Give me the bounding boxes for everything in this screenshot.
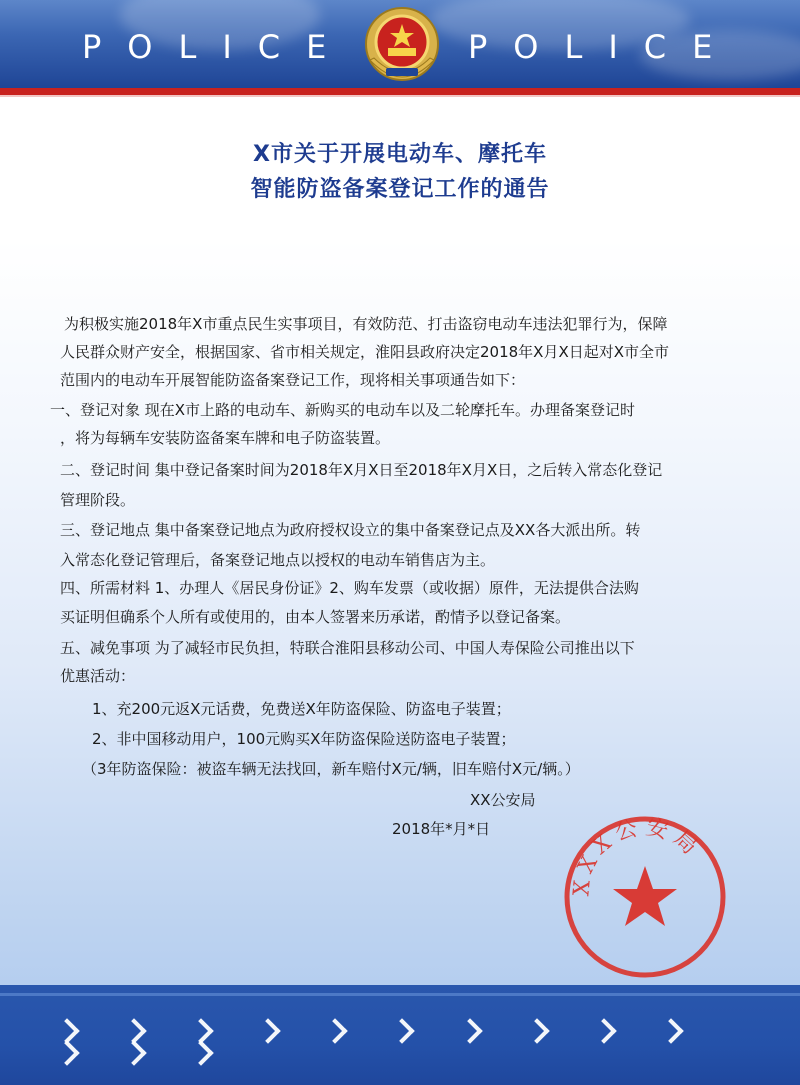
footer-stripe-dark: [0, 993, 800, 996]
chevron-right-icon: [188, 1040, 213, 1065]
chevron-right-icon: [256, 1018, 281, 1043]
section3-line1: 三、登记地点 集中备案登记地点为政府授权设立的集中备案登记点及XX各大派出所。转: [60, 521, 641, 539]
offer-item-1: 1、充200元返X元话费，免费送X年防盗保险、防盗电子装置；: [92, 700, 511, 718]
notice-title-line1: X市关于开展电动车、摩托车: [253, 142, 547, 167]
header-pink-divider: [0, 95, 800, 97]
svg-text:XXX公安局: XXX公安局: [569, 814, 707, 898]
header-banner: [0, 0, 800, 88]
section2-line2: 管理阶段。: [60, 491, 136, 509]
section1-line1: 一、登记对象 现在X市上路的电动车、新购买的电动车以及二轮摩托车。办理备案登记时: [50, 401, 636, 419]
insurance-note: （3年防盗保险：被盗车辆无法找回，新车赔付X元/辆，旧车赔付X元/辆。）: [82, 760, 580, 778]
header-left-word: POLICE: [82, 28, 353, 66]
chevron-right-icon: [54, 1040, 79, 1065]
chevron-right-icon: [390, 1018, 415, 1043]
chevron-right-icon: [591, 1018, 616, 1043]
chevron-right-icon: [121, 1040, 146, 1065]
footer-arrows: [58, 1022, 778, 1066]
signature-issuer: XX公安局: [470, 791, 536, 809]
police-emblem-icon: [360, 4, 444, 88]
section3-line2: 入常态化登记管理后，备案登记地点以授权的电动车销售店为主。: [60, 551, 496, 569]
official-seal-stamp: [562, 814, 728, 980]
header-right-word: POLICE: [468, 28, 739, 66]
chevron-right-icon: [323, 1018, 348, 1043]
section1-line2: ，将为每辆车安装防盗备案车牌和电子防盗装置。: [60, 429, 391, 447]
intro-line2: 人民群众财产安全，根据国家、省市相关规定，淮阳县政府决定2018年X月X日起对X市全市: [60, 343, 670, 361]
section4-line2: 买证明但确系个人所有或使用的，由本人签署来历承诺，酌情予以登记备案。: [60, 608, 571, 626]
section5-line2: 优惠活动：: [60, 667, 136, 685]
chevron-right-icon: [524, 1018, 549, 1043]
header-red-divider: [0, 88, 800, 95]
section2-line1: 二、登记时间 集中登记备案时间为2018年X月X日至2018年X月X日，之后转入常态化登记: [60, 461, 663, 479]
intro-line3: 范围内的电动车开展智能防盗备案登记工作，现将相关事项通告如下：: [60, 371, 526, 389]
intro-line1: 为积极实施2018年X市重点民生实事项目，有效防范、打击盗窃电动车违法犯罪行为，保障: [64, 315, 668, 333]
section5-line1: 五、减免事项 为了减轻市民负担，特联合淮阳县移动公司、中国人寿保险公司推出以下: [60, 639, 635, 657]
section4-line1: 四、所需材料 1、办理人《居民身份证》2、购车发票（或收据）原件，无法提供合法购: [60, 579, 639, 597]
issue-date: 2018年*月*日: [392, 820, 491, 838]
chevron-right-icon: [457, 1018, 482, 1043]
chevron-right-icon: [658, 1018, 683, 1043]
offer-item-2: 2、非中国移动用户，100元购买X年防盗保险送防盗电子装置；: [92, 730, 516, 748]
red-star-icon: [613, 866, 677, 926]
notice-title-line2: 智能防盗备案登记工作的通告: [250, 177, 550, 202]
